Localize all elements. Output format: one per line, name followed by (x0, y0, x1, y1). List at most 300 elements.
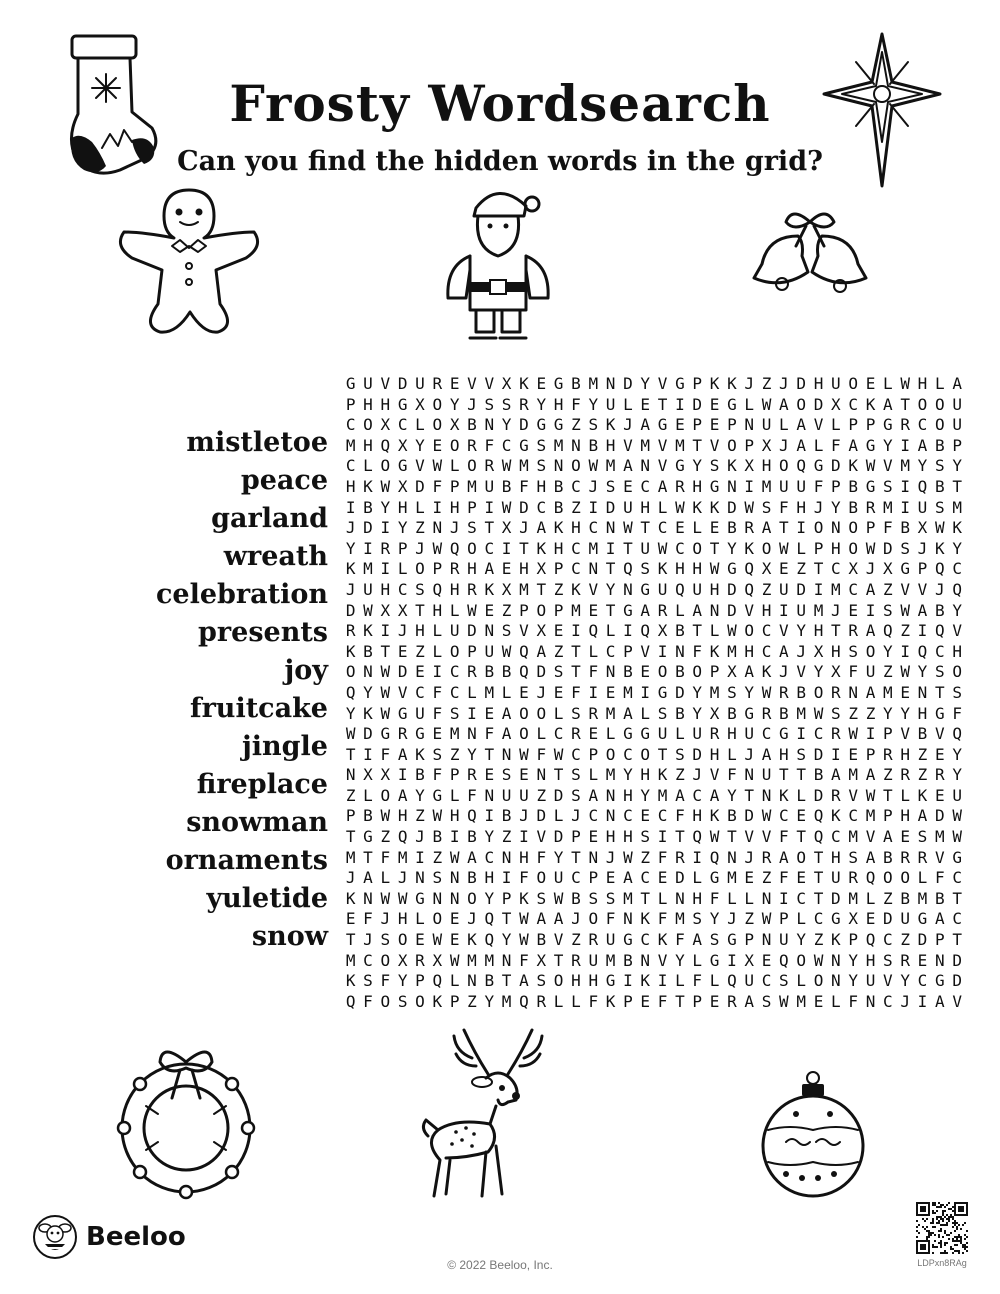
grid-letter: F (484, 435, 495, 455)
grid-letter: K (761, 662, 772, 682)
grid-letter: Q (709, 847, 720, 867)
grid-letter: C (813, 909, 824, 929)
grid-row (342, 559, 966, 580)
grid-letter: Y (692, 456, 703, 476)
grid-letter: W (363, 600, 373, 620)
grid-letter: S (432, 744, 443, 764)
grid-letter: U (796, 476, 807, 496)
grid-letter: Y (380, 497, 391, 517)
grid-letter: V (883, 456, 893, 476)
grid-letter: H (380, 579, 391, 599)
grid-letter: X (380, 765, 391, 785)
grid-letter: Z (883, 579, 893, 599)
grid-letter: C (935, 641, 945, 661)
grid-letter: B (727, 806, 737, 826)
grid-letter: W (380, 703, 391, 723)
grid-letter: H (952, 641, 962, 661)
grid-row (342, 704, 966, 725)
word-list-item: garland (211, 503, 328, 534)
grid-letter: G (432, 785, 443, 805)
grid-letter: Q (675, 579, 685, 599)
grid-letter: I (432, 497, 443, 517)
grid-letter: V (796, 662, 807, 682)
grid-letter: H (640, 497, 651, 517)
grid-letter: L (796, 971, 807, 991)
grid-letter: Z (345, 785, 356, 805)
grid-letter: G (813, 456, 824, 476)
grid-letter: P (501, 888, 512, 908)
grid-letter: S (501, 765, 512, 785)
grid-letter: U (865, 662, 876, 682)
grid-letter: D (813, 394, 824, 414)
grid-letter: P (397, 538, 408, 558)
grid-letter: N (571, 435, 581, 455)
grid-letter: B (501, 806, 512, 826)
grid-letter: Q (935, 559, 945, 579)
grid-letter: L (779, 415, 789, 435)
grid-letter: F (380, 847, 391, 867)
grid-letter: M (605, 765, 616, 785)
grid-letter: W (900, 600, 910, 620)
grid-letter: A (536, 518, 547, 538)
grid-letter: N (484, 621, 495, 641)
grid-letter: K (345, 641, 356, 661)
grid-letter: G (363, 827, 373, 847)
grid-letter: O (519, 724, 529, 744)
grid-letter: H (692, 888, 703, 908)
grid-letter: I (640, 682, 651, 702)
grid-letter: L (657, 497, 668, 517)
grid-letter: D (744, 806, 755, 826)
grid-letter: Z (813, 930, 824, 950)
grid-letter: O (571, 456, 581, 476)
grid-letter: R (415, 950, 425, 970)
grid-letter: D (727, 579, 737, 599)
grid-letter: H (692, 806, 703, 826)
grid-letter: P (588, 744, 599, 764)
grid-letter: P (917, 559, 928, 579)
grid-letter: A (831, 765, 841, 785)
grid-letter: Y (952, 538, 962, 558)
grid-letter: E (519, 765, 529, 785)
grid-letter: Q (917, 641, 928, 661)
grid-letter: W (519, 930, 529, 950)
grid-letter: H (831, 538, 841, 558)
grid-letter: Y (848, 971, 858, 991)
grid-letter: Q (952, 579, 962, 599)
grid-letter: W (449, 847, 460, 867)
grid-letter: I (588, 497, 599, 517)
grid-letter: E (623, 476, 633, 496)
grid-letter: X (501, 579, 512, 599)
grid-row (342, 621, 966, 642)
grid-letter: Z (501, 827, 512, 847)
grid-letter: G (657, 682, 668, 702)
grid-letter: W (501, 641, 512, 661)
grid-letter: R (588, 930, 599, 950)
grid-letter: V (536, 827, 547, 847)
grid-letter: O (761, 538, 772, 558)
grid-letter: B (813, 765, 824, 785)
grid-letter: Y (449, 394, 460, 414)
grid-letter: A (709, 785, 720, 805)
grid-letter: L (449, 785, 460, 805)
grid-letter: T (813, 888, 824, 908)
grid-letter: W (380, 682, 391, 702)
grid-letter: I (831, 744, 841, 764)
grid-letter: R (848, 621, 858, 641)
grid-letter: R (917, 847, 928, 867)
grid-letter: R (744, 518, 755, 538)
grid-letter: O (588, 909, 599, 929)
grid-letter: E (536, 374, 547, 393)
grid-letter: T (571, 847, 581, 867)
grid-letter: K (519, 374, 529, 393)
grid-letter: I (380, 621, 391, 641)
grid-letter: R (588, 703, 599, 723)
grid-letter: L (796, 538, 807, 558)
grid-letter: C (761, 641, 772, 661)
grid-letter: Y (813, 662, 824, 682)
grid-letter: O (779, 456, 789, 476)
grid-letter: K (571, 579, 581, 599)
grid-letter: R (467, 765, 477, 785)
grid-letter: H (709, 744, 720, 764)
grid-letter: U (657, 579, 668, 599)
grid-letter: U (519, 785, 529, 805)
grid-letter: O (449, 641, 460, 661)
grid-letter: G (865, 476, 876, 496)
grid-letter: W (623, 518, 633, 538)
grid-letter: O (467, 456, 477, 476)
grid-letter: O (692, 662, 703, 682)
grid-letter: T (363, 847, 373, 867)
grid-letter: K (917, 785, 928, 805)
page-subtitle: Can you find the hidden words in the grid? (177, 146, 823, 177)
grid-letter: L (796, 785, 807, 805)
grid-letter: I (813, 579, 824, 599)
grid-letter: I (900, 641, 910, 661)
grid-letter: R (467, 435, 477, 455)
grid-letter: R (727, 991, 737, 1011)
grid-letter: C (657, 806, 668, 826)
grid-letter: E (709, 415, 720, 435)
grid-letter: Y (640, 785, 651, 805)
grid-letter: Q (952, 724, 962, 744)
grid-letter: J (449, 518, 460, 538)
grid-letter: M (605, 703, 616, 723)
grid-letter: M (345, 950, 356, 970)
grid-letter: D (813, 785, 824, 805)
grid-letter: N (605, 518, 616, 538)
grid-letter: L (796, 909, 807, 929)
grid-letter: L (917, 868, 928, 888)
grid-letter: I (727, 950, 737, 970)
grid-letter: R (883, 744, 893, 764)
grid-letter: P (432, 559, 443, 579)
grid-letter: L (363, 785, 373, 805)
grid-letter: O (380, 456, 391, 476)
grid-letter: Y (883, 435, 893, 455)
grid-letter: N (848, 682, 858, 702)
grid-letter: O (345, 662, 356, 682)
grid-letter: E (640, 662, 651, 682)
grid-letter: D (796, 374, 807, 393)
grid-letter: P (553, 600, 564, 620)
grid-letter: C (640, 476, 651, 496)
grid-letter: B (553, 497, 564, 517)
grid-letter: H (692, 559, 703, 579)
grid-letter: S (657, 703, 668, 723)
grid-letter: U (865, 971, 876, 991)
grid-letter: N (727, 847, 737, 867)
grid-letter: H (449, 579, 460, 599)
grid-letter: L (883, 374, 893, 393)
grid-letter: T (675, 991, 685, 1011)
grid-letter: M (883, 682, 893, 702)
grid-letter: H (553, 394, 564, 414)
grid-letter: D (536, 662, 547, 682)
grid-letter: A (536, 641, 547, 661)
grid-letter: M (588, 538, 599, 558)
grid-letter: T (345, 827, 356, 847)
grid-letter: W (432, 538, 443, 558)
grid-letter: U (761, 765, 772, 785)
grid-letter: L (449, 600, 460, 620)
word-list-item: jingle (242, 731, 328, 762)
grid-letter: X (397, 435, 408, 455)
grid-letter: A (883, 827, 893, 847)
grid-letter: E (675, 518, 685, 538)
grid-letter: P (709, 662, 720, 682)
grid-letter: T (796, 827, 807, 847)
grid-letter: V (588, 579, 599, 599)
grid-letter: Q (813, 806, 824, 826)
grid-letter: W (952, 827, 962, 847)
grid-letter: W (865, 456, 876, 476)
grid-letter: K (536, 538, 547, 558)
grid-letter: R (900, 415, 910, 435)
grid-letter: K (657, 559, 668, 579)
grid-letter: M (727, 868, 737, 888)
grid-letter: L (432, 621, 443, 641)
grid-letter: Z (571, 497, 581, 517)
grid-letter: H (623, 785, 633, 805)
grid-letter: Z (796, 559, 807, 579)
grid-letter: Y (883, 641, 893, 661)
grid-letter: K (709, 641, 720, 661)
word-list-item: celebration (155, 579, 328, 610)
grid-letter: J (467, 394, 477, 414)
word-list-item: snow (251, 921, 328, 952)
grid-letter: N (484, 415, 495, 435)
grid-letter: S (501, 621, 512, 641)
grid-letter: E (640, 394, 651, 414)
grid-letter: W (865, 538, 876, 558)
grid-letter: O (848, 518, 858, 538)
grid-letter: M (657, 785, 668, 805)
grid-row (342, 456, 966, 477)
grid-letter: N (623, 909, 633, 929)
grid-letter: K (640, 909, 651, 929)
grid-letter: E (796, 868, 807, 888)
grid-letter: U (779, 930, 789, 950)
grid-letter: B (727, 518, 737, 538)
grid-letter: G (415, 888, 425, 908)
grid-letter: M (553, 435, 564, 455)
grid-letter: M (848, 765, 858, 785)
grid-letter: C (397, 415, 408, 435)
grid-letter: S (640, 827, 651, 847)
grid-letter: N (449, 888, 460, 908)
grid-letter: X (380, 415, 391, 435)
grid-letter: Z (501, 600, 512, 620)
grid-letter: Y (917, 662, 928, 682)
grid-letter: U (952, 415, 962, 435)
grid-letter: L (380, 868, 391, 888)
grid-letter: U (415, 374, 425, 393)
grid-letter: M (848, 827, 858, 847)
grid-letter: J (397, 621, 408, 641)
grid-letter: E (900, 827, 910, 847)
grid-letter: F (519, 950, 529, 970)
grid-letter: I (900, 435, 910, 455)
grid-letter: T (796, 765, 807, 785)
grid-letter: Q (519, 991, 529, 1011)
grid-letter: R (761, 703, 772, 723)
grid-letter: A (553, 909, 564, 929)
grid-letter: V (952, 621, 962, 641)
grid-letter: M (935, 827, 945, 847)
grid-letter: P (623, 991, 633, 1011)
grid-letter: G (640, 579, 651, 599)
grid-letter: L (415, 909, 425, 929)
grid-letter: W (467, 600, 477, 620)
grid-letter: G (709, 476, 720, 496)
grid-letter: K (640, 971, 651, 991)
grid-letter: A (952, 374, 962, 393)
grid-letter: A (363, 868, 373, 888)
grid-letter: V (744, 600, 755, 620)
grid-letter: L (623, 394, 633, 414)
grid-letter: F (813, 476, 824, 496)
grid-letter: C (796, 888, 807, 908)
grid-letter: B (796, 682, 807, 702)
grid-letter: G (623, 600, 633, 620)
word-list-item: ornaments (165, 845, 328, 876)
grid-letter: G (952, 847, 962, 867)
grid-letter: G (709, 950, 720, 970)
grid-letter: V (813, 415, 824, 435)
grid-letter: N (501, 950, 512, 970)
grid-letter: M (883, 497, 893, 517)
bells-icon (748, 206, 872, 304)
grid-letter: E (588, 724, 599, 744)
grid-letter: H (553, 538, 564, 558)
grid-letter: A (779, 847, 789, 867)
grid-letter: G (883, 415, 893, 435)
grid-letter: C (345, 415, 356, 435)
grid-letter: B (883, 847, 893, 867)
grid-letter: X (917, 518, 928, 538)
grid-letter: U (917, 497, 928, 517)
grid-letter: C (363, 950, 373, 970)
grid-letter: Y (744, 682, 755, 702)
grid-letter: H (571, 518, 581, 538)
grid-letter: K (952, 518, 962, 538)
grid-letter: Z (883, 765, 893, 785)
grid-letter: Q (519, 662, 529, 682)
grid-letter: R (675, 847, 685, 867)
grid-letter: C (640, 930, 651, 950)
grid-letter: E (865, 374, 876, 393)
grid-letter: E (813, 991, 824, 1011)
grid-letter: Q (865, 930, 876, 950)
grid-letter: K (363, 476, 373, 496)
grid-letter: P (744, 930, 755, 950)
grid-letter: N (605, 662, 616, 682)
grid-row (342, 889, 966, 910)
grid-letter: Z (865, 703, 876, 723)
grid-row (342, 951, 966, 972)
grid-letter: W (848, 724, 858, 744)
grid-letter: F (952, 703, 962, 723)
grid-letter: F (571, 682, 581, 702)
grid-letter: F (363, 991, 373, 1011)
grid-letter: B (935, 888, 945, 908)
grid-letter: O (380, 991, 391, 1011)
grid-letter: S (727, 682, 737, 702)
grid-letter: K (831, 930, 841, 950)
word-list-item: snowman (186, 807, 328, 838)
grid-letter: O (536, 703, 547, 723)
grid-letter: K (692, 497, 703, 517)
grid-letter: K (744, 538, 755, 558)
grid-letter: D (692, 744, 703, 764)
grid-letter: Z (571, 930, 581, 950)
grid-letter: S (761, 497, 772, 517)
grid-letter: S (883, 600, 893, 620)
grid-letter: Q (779, 950, 789, 970)
grid-letter: U (692, 724, 703, 744)
grid-letter: O (796, 847, 807, 867)
grid-letter: N (709, 600, 720, 620)
grid-letter: Y (796, 621, 807, 641)
grid-letter: I (657, 971, 668, 991)
grid-letter: P (467, 497, 477, 517)
grid-letter: O (536, 868, 547, 888)
grid-letter: J (397, 868, 408, 888)
grid-letter: I (467, 703, 477, 723)
grid-letter: B (675, 662, 685, 682)
grid-letter: K (709, 806, 720, 826)
grid-letter: Q (692, 827, 703, 847)
grid-letter: I (779, 600, 789, 620)
grid-row (342, 827, 966, 848)
grid-letter: S (484, 394, 495, 414)
grid-letter: P (623, 641, 633, 661)
grid-letter: Z (761, 868, 772, 888)
grid-letter: X (397, 950, 408, 970)
grid-letter: U (900, 909, 910, 929)
grid-letter: M (727, 641, 737, 661)
grid-letter: O (744, 621, 755, 641)
grid-row (342, 498, 966, 519)
grid-letter: U (657, 724, 668, 744)
grid-letter: L (571, 991, 581, 1011)
grid-letter: K (345, 971, 356, 991)
word-list-item: mistletoe (186, 427, 328, 458)
